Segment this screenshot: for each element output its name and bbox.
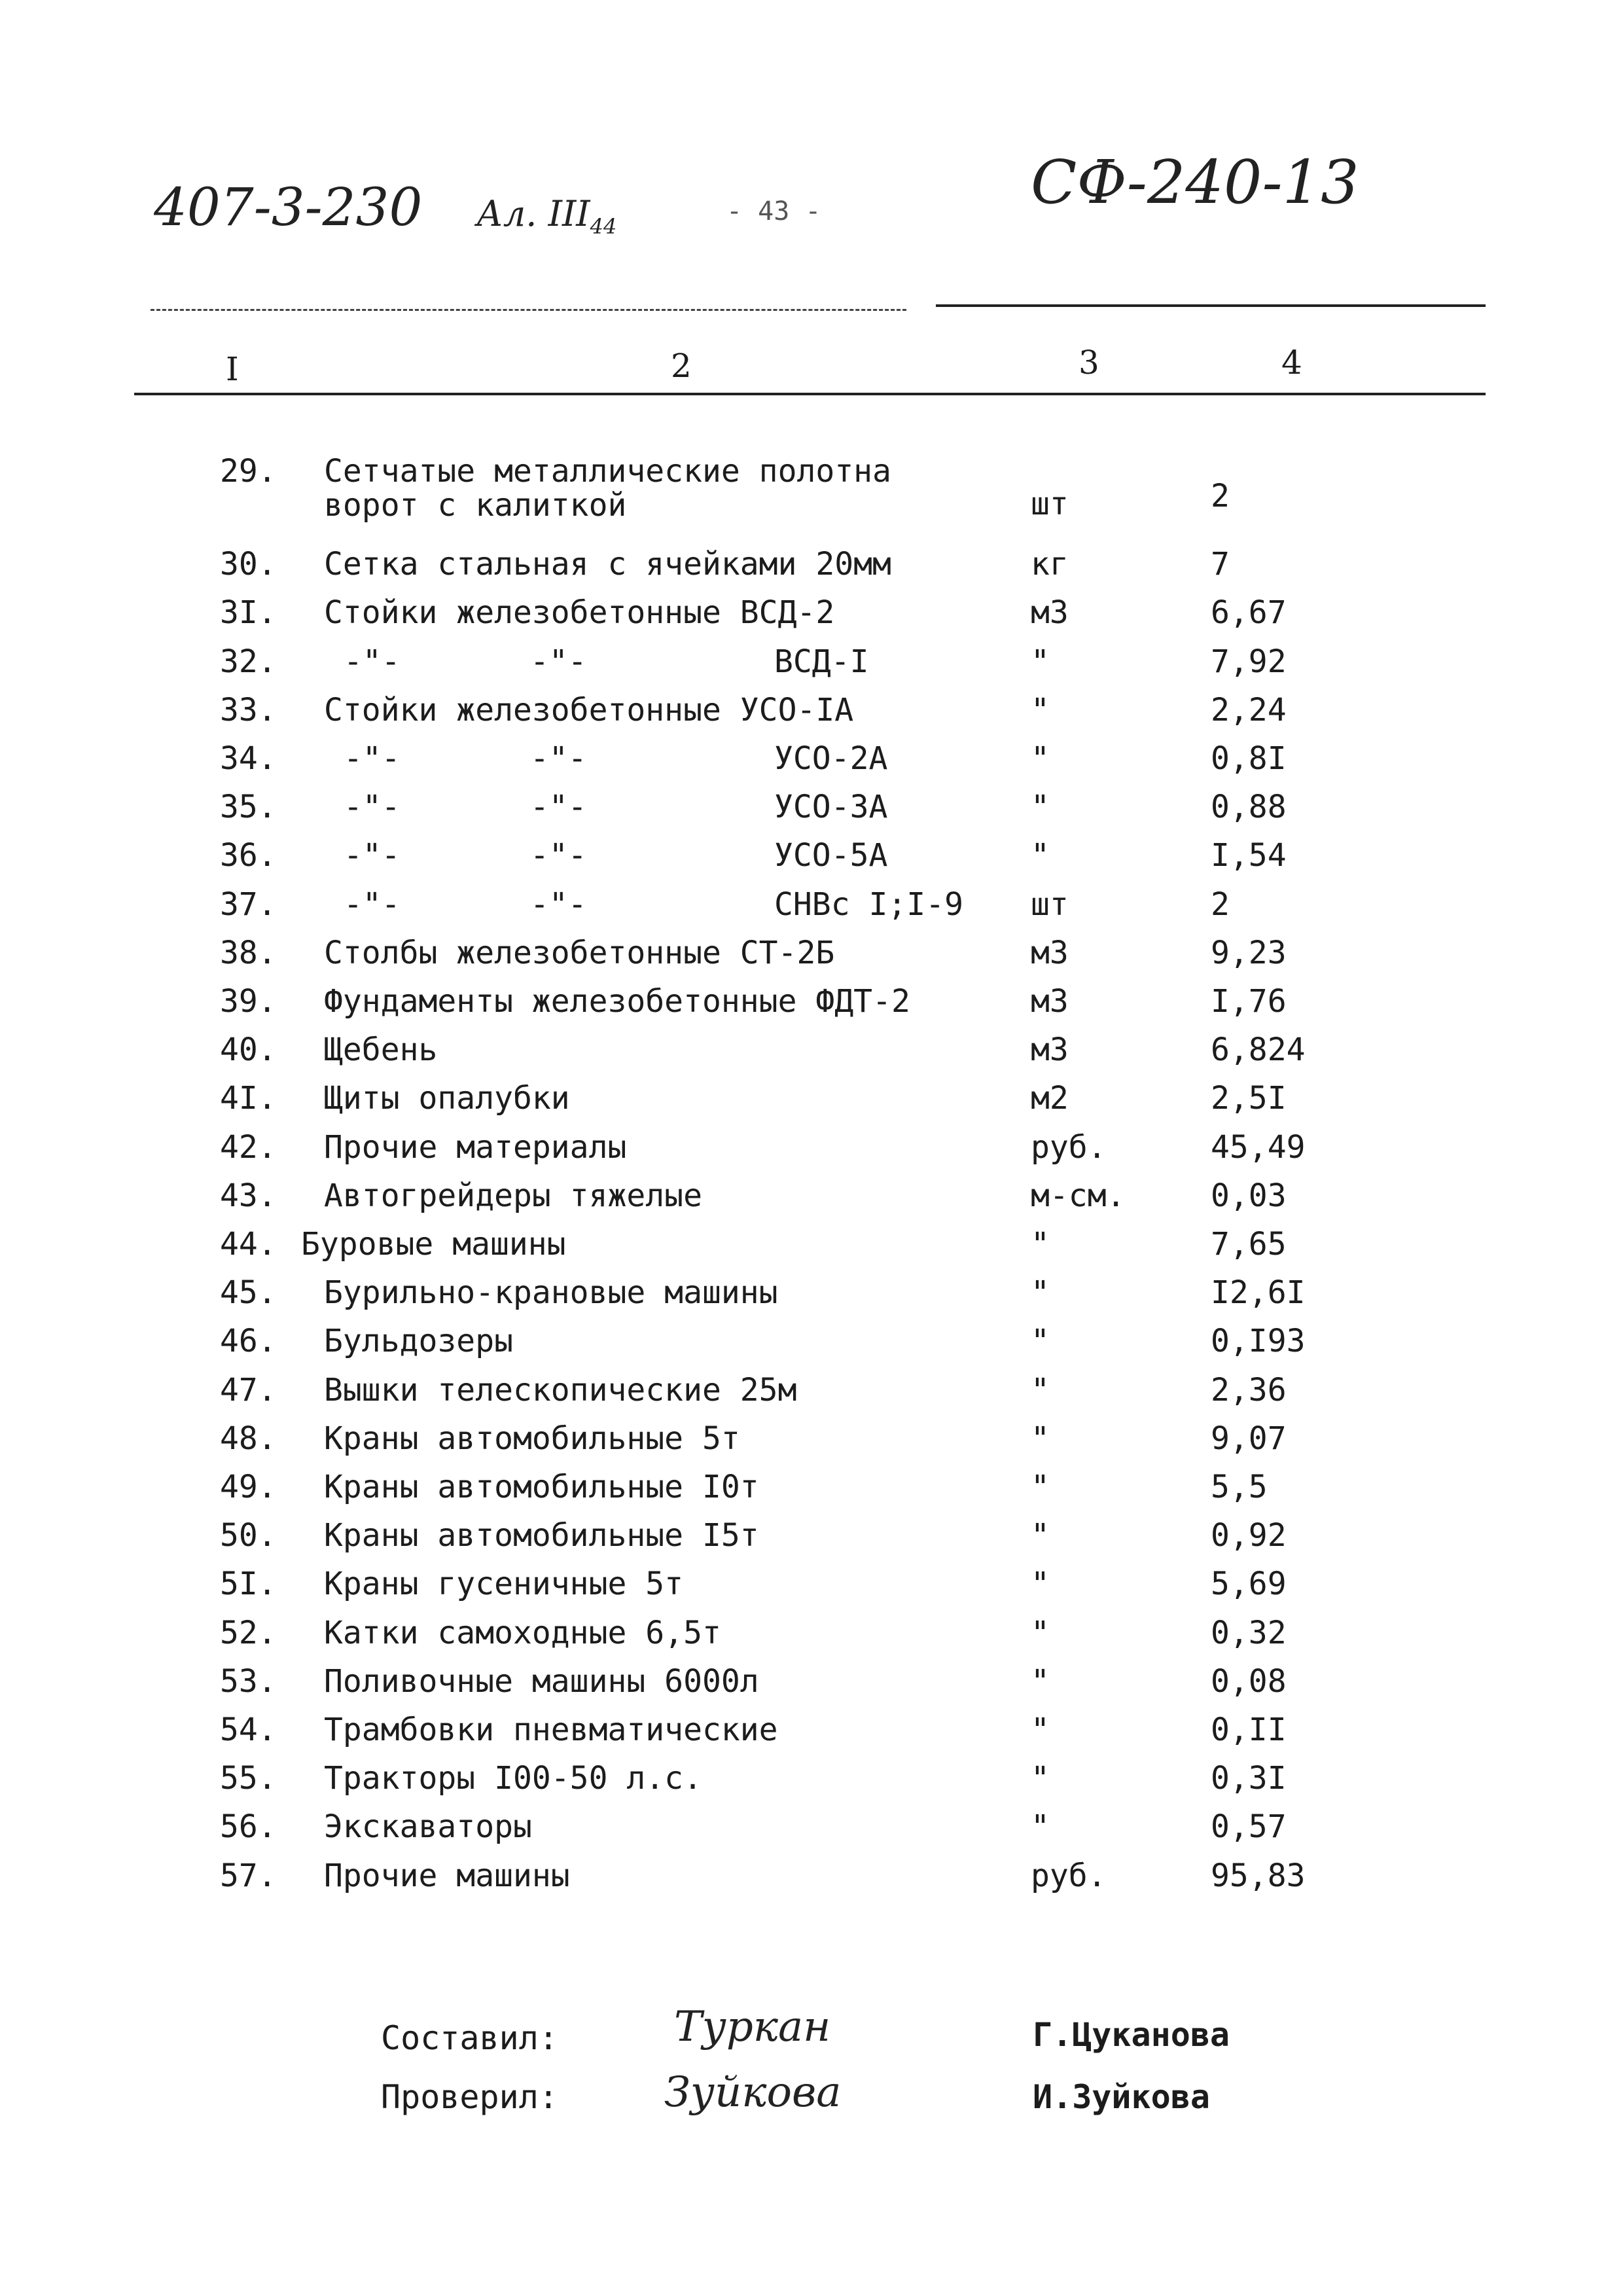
row-number: 44.: [220, 1226, 277, 1263]
row-number: 56.: [220, 1808, 277, 1846]
row-name: Сетка стальная с ячейками 20мм: [324, 546, 891, 583]
row-mark: ВСД-I: [774, 643, 869, 680]
row-quantity: 0,II: [1211, 1712, 1287, 1748]
row-unit: кг: [1031, 546, 1069, 583]
row-number: 50.: [220, 1517, 277, 1554]
table-row: [0, 1807, 1623, 1856]
row-quantity: 2,36: [1211, 1371, 1287, 1408]
row-number: 47.: [220, 1371, 277, 1408]
row-quantity: I,76: [1211, 983, 1287, 1020]
row-number: 5I.: [220, 1566, 277, 1603]
row-number: 42.: [220, 1128, 277, 1166]
row-name: Буровые машины: [301, 1226, 566, 1263]
table-row: [0, 1225, 1623, 1273]
row-number: 29.: [220, 453, 277, 490]
row-quantity: 0,08: [1211, 1662, 1287, 1700]
row-quantity: 0,03: [1211, 1177, 1287, 1214]
compiled-label: Составил:: [381, 2019, 558, 2057]
row-quantity: 9,07: [1211, 1420, 1287, 1457]
header-rule: [134, 393, 1486, 395]
row-name: Сетчатые металлические полотна: [324, 453, 891, 490]
row-name: Поливочные машины 6000л: [324, 1662, 759, 1700]
album-number: [476, 193, 616, 239]
row-unit: ": [1031, 1614, 1050, 1651]
row-unit: м2: [1031, 1080, 1069, 1117]
ditto-mark: -"-: [344, 837, 401, 874]
row-mark: УСО-3А: [774, 789, 888, 826]
table-row: [0, 1419, 1623, 1467]
row-unit: руб.: [1031, 1128, 1107, 1166]
row-name: Бурильно-крановые машины: [324, 1274, 778, 1312]
table-row: [0, 1662, 1623, 1710]
row-unit: ": [1031, 1808, 1050, 1846]
row-number: 37.: [220, 886, 277, 923]
row-name: Стойки железобетонные ВСД-2: [324, 594, 835, 632]
row-unit: м3: [1031, 1031, 1069, 1069]
row-name-continued: ворот с калиткой: [324, 487, 627, 524]
table-row: [0, 982, 1623, 1030]
row-quantity: 95,83: [1211, 1857, 1306, 1894]
ditto-mark: -"-: [344, 789, 401, 826]
row-quantity: 2: [1211, 886, 1230, 923]
row-name: Краны автомобильные I5т: [324, 1517, 759, 1554]
checked-label: Проверил:: [381, 2078, 558, 2116]
row-name: Стойки железобетонные УСО-IА: [324, 691, 854, 728]
compiled-signature: Туркан: [674, 2003, 831, 2051]
row-quantity: 5,5: [1211, 1469, 1268, 1505]
row-quantity: 0,3I: [1211, 1760, 1287, 1797]
column-header-3: 3: [1079, 344, 1099, 382]
row-number: 34.: [220, 740, 277, 777]
table-row: [0, 739, 1623, 787]
row-quantity: 0,32: [1211, 1614, 1287, 1651]
row-name: Краны автомобильные 5т: [324, 1420, 740, 1457]
top-rule-left: [151, 309, 906, 311]
table-row: [0, 1564, 1623, 1613]
row-number: 52.: [220, 1614, 277, 1651]
table-row: [0, 1467, 1623, 1516]
row-name: Столбы железобетонные СТ-2Б: [324, 934, 835, 971]
row-number: 49.: [220, 1469, 277, 1505]
row-quantity: 2,24: [1211, 691, 1287, 728]
row-mark: СНВс I;I-9: [774, 886, 963, 923]
row-quantity: 7,92: [1211, 643, 1287, 680]
row-number: 39.: [220, 983, 277, 1020]
table-row: [0, 1079, 1623, 1127]
row-unit: ": [1031, 643, 1050, 680]
sheet-code: СФ-240-13: [1031, 147, 1359, 217]
table-row: [0, 1759, 1623, 1807]
album-sub: 44: [590, 213, 617, 239]
row-name: Тракторы I00-50 л.с.: [324, 1760, 702, 1797]
row-quantity: 2: [1211, 478, 1230, 514]
row-number: 33.: [220, 691, 277, 728]
table-row: [0, 1371, 1623, 1419]
compiled-name: Г.Цуканова: [1033, 2016, 1230, 2054]
row-unit: ": [1031, 1420, 1050, 1457]
table-row: [0, 642, 1623, 691]
row-name: Автогрейдеры тяжелые: [324, 1177, 702, 1214]
table-row: [0, 1613, 1623, 1662]
row-unit: ": [1031, 1226, 1050, 1263]
row-number: 45.: [220, 1274, 277, 1312]
row-number: 36.: [220, 837, 277, 874]
table-row: [0, 885, 1623, 933]
row-quantity: 0,92: [1211, 1517, 1287, 1554]
column-header-4: 4: [1281, 344, 1302, 382]
row-quantity: 0,I93: [1211, 1323, 1306, 1360]
table-row: [0, 691, 1623, 739]
table-row: [0, 1856, 1623, 1905]
table-row: [0, 787, 1623, 836]
ditto-mark: -"-: [530, 789, 587, 826]
row-number: 55.: [220, 1760, 277, 1797]
row-name: Прочие машины: [324, 1857, 570, 1894]
row-number: 35.: [220, 789, 277, 826]
table-row: [0, 1030, 1623, 1079]
row-unit: ": [1031, 1517, 1050, 1554]
row-name: Трамбовки пневматические: [324, 1712, 778, 1748]
row-unit: ": [1031, 789, 1050, 826]
row-mark: УСО-2А: [774, 740, 888, 777]
row-name: Щиты опалубки: [324, 1080, 570, 1117]
album-label: Ал. III: [476, 193, 590, 234]
row-number: 43.: [220, 1177, 277, 1214]
row-quantity: I2,6I: [1211, 1274, 1306, 1312]
row-name: Вышки телескопические 25м: [324, 1371, 797, 1408]
row-unit: ": [1031, 1566, 1050, 1603]
row-unit: ": [1031, 1371, 1050, 1408]
ditto-mark: -"-: [530, 740, 587, 777]
table-row: [0, 1128, 1623, 1176]
row-quantity: 7,65: [1211, 1226, 1287, 1263]
row-name: Прочие материалы: [324, 1128, 627, 1166]
row-number: 30.: [220, 546, 277, 583]
table-row: [0, 1273, 1623, 1321]
row-number: 40.: [220, 1031, 277, 1069]
row-quantity: 9,23: [1211, 934, 1287, 971]
row-quantity: 6,67: [1211, 594, 1287, 632]
row-unit: ": [1031, 1662, 1050, 1700]
row-quantity: 5,69: [1211, 1566, 1287, 1603]
row-number: 38.: [220, 934, 277, 971]
table-row: [0, 1516, 1623, 1564]
ditto-mark: -"-: [344, 740, 401, 777]
row-unit: ": [1031, 837, 1050, 874]
checked-signature: Зуйкова: [664, 2068, 842, 2117]
table-row: [0, 1710, 1623, 1759]
table-row: [0, 1321, 1623, 1370]
row-quantity: 6,824: [1211, 1031, 1306, 1069]
row-quantity: 0,88: [1211, 789, 1287, 826]
column-header-1: I: [226, 350, 239, 388]
row-quantity: 7: [1211, 546, 1230, 583]
row-name: Щебень: [324, 1031, 438, 1069]
row-unit: ": [1031, 691, 1050, 728]
row-unit: ": [1031, 740, 1050, 777]
row-number: 32.: [220, 643, 277, 680]
top-rule-right: [936, 304, 1486, 307]
row-name: Краны автомобильные I0т: [324, 1469, 759, 1505]
column-header-2: 2: [671, 347, 692, 385]
checked-name: И.Зуйкова: [1033, 2078, 1210, 2116]
row-number: 48.: [220, 1420, 277, 1457]
table-row: [0, 933, 1623, 982]
ditto-mark: -"-: [344, 643, 401, 680]
row-name: Экскаваторы: [324, 1808, 532, 1846]
page-number: - 43 -: [726, 196, 821, 226]
ditto-mark: -"-: [530, 643, 587, 680]
row-quantity: I,54: [1211, 837, 1287, 874]
ditto-mark: -"-: [530, 837, 587, 874]
row-unit: м3: [1031, 934, 1069, 971]
row-unit: м3: [1031, 594, 1069, 632]
row-name: Краны гусеничные 5т: [324, 1566, 684, 1603]
row-unit: ": [1031, 1760, 1050, 1797]
row-number: 4I.: [220, 1080, 277, 1117]
row-quantity: 0,57: [1211, 1808, 1287, 1846]
row-unit: ": [1031, 1712, 1050, 1748]
row-mark: УСО-5А: [774, 837, 888, 874]
row-number: 46.: [220, 1323, 277, 1360]
row-quantity: 45,49: [1211, 1128, 1306, 1166]
row-unit: м-см.: [1031, 1177, 1126, 1214]
row-name: Катки самоходные 6,5т: [324, 1614, 721, 1651]
row-unit: ": [1031, 1469, 1050, 1505]
row-unit: ": [1031, 1323, 1050, 1360]
row-unit: шт: [1031, 486, 1069, 522]
row-name: Бульдозеры: [324, 1323, 513, 1360]
row-name: Фундаменты железобетонные ФДТ-2: [324, 983, 910, 1020]
row-number: 3I.: [220, 594, 277, 632]
row-number: 57.: [220, 1857, 277, 1894]
row-unit: руб.: [1031, 1857, 1107, 1894]
row-quantity: 2,5I: [1211, 1080, 1287, 1117]
table-row: [0, 593, 1623, 641]
row-unit: шт: [1031, 886, 1069, 923]
ditto-mark: -"-: [530, 886, 587, 923]
table-row: [0, 836, 1623, 884]
row-number: 53.: [220, 1662, 277, 1700]
doc-code: 407-3-230: [154, 177, 423, 238]
ditto-mark: -"-: [344, 886, 401, 923]
row-unit: м3: [1031, 983, 1069, 1020]
row-number: 54.: [220, 1712, 277, 1748]
table-row: [0, 1176, 1623, 1225]
table-row: [0, 545, 1623, 593]
row-quantity: 0,8I: [1211, 740, 1287, 777]
row-unit: ": [1031, 1274, 1050, 1312]
